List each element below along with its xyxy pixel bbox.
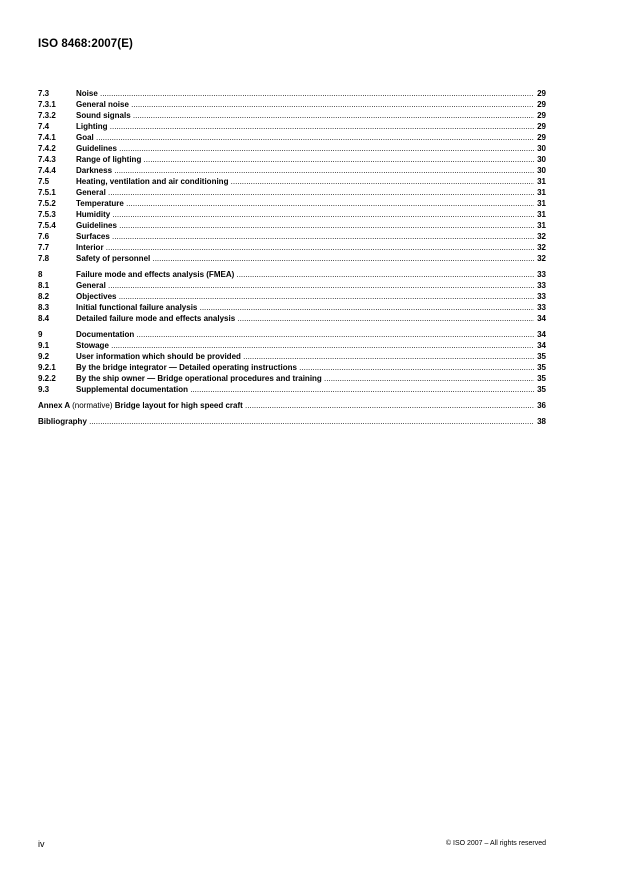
toc-page: 32 — [537, 243, 546, 252]
page-number: iv — [38, 839, 45, 849]
toc-title: Darkness ..... — [76, 165, 534, 176]
toc-number: 7.5.3 — [38, 210, 56, 219]
copyright-notice: © ISO 2007 – All rights reserved — [445, 840, 546, 847]
toc-number: 9.3 — [38, 385, 50, 394]
toc-page: 35 — [537, 374, 546, 383]
toc-number: 7.4.3 — [38, 155, 56, 164]
toc-number: 7.5 — [38, 177, 50, 186]
toc-number: 8.2 — [38, 292, 50, 301]
annex-type: (normative) — [72, 401, 113, 410]
toc-title: Initial functional failure analysis ..... — [76, 302, 534, 313]
toc-title: Objectives ..... — [76, 291, 534, 302]
toc-page: 31 — [537, 188, 546, 197]
toc-entry-9-1[interactable] — [38, 340, 546, 351]
toc-number: 7.4.1 — [38, 133, 56, 142]
toc-title: User information which should be provided ..... — [76, 351, 534, 362]
toc-entry-7-5-4[interactable] — [38, 220, 546, 231]
toc-title: Safety of personnel ..... — [76, 253, 534, 264]
toc-title: Detailed failure mode and effects analysis ..... — [76, 313, 534, 324]
toc-annex-title — [38, 400, 534, 411]
toc-page: 30 — [537, 155, 546, 164]
toc-number: 7.7 — [38, 243, 50, 252]
toc-entry-9-2-2[interactable] — [38, 373, 546, 384]
toc-page: 29 — [537, 122, 546, 131]
toc-title: Bibliography ..... — [38, 416, 534, 427]
toc-entry-7-4-4[interactable] — [38, 165, 546, 176]
toc-number: 8 — [38, 270, 43, 279]
toc-title: Guidelines ..... — [76, 220, 534, 231]
toc-number: 7.5.2 — [38, 199, 56, 208]
toc-title: Supplemental documentation ..... — [76, 384, 534, 395]
toc-entry-7-4-2[interactable] — [38, 143, 546, 154]
toc-entry-9[interactable] — [38, 329, 546, 340]
toc-number: 7.3.2 — [38, 111, 56, 120]
toc-number: 7.4.4 — [38, 166, 56, 175]
toc-page: 34 — [537, 314, 546, 323]
toc-page: 33 — [537, 303, 546, 312]
toc-title: Failure mode and effects analysis (FMEA) ..... — [76, 269, 534, 280]
annex-label: Annex A — [38, 401, 70, 410]
toc-entry-7-3-1[interactable] — [38, 99, 546, 110]
toc-entry-7-4[interactable] — [38, 121, 546, 132]
toc-entry-7-5-2[interactable] — [38, 198, 546, 209]
toc-number: 7.6 — [38, 232, 50, 241]
toc-page: 31 — [537, 199, 546, 208]
toc-page: 35 — [537, 363, 546, 372]
toc-page: 32 — [537, 232, 546, 241]
toc-number: 9.1 — [38, 341, 50, 350]
toc-number: 7.5.1 — [38, 188, 56, 197]
toc-number: 8.4 — [38, 314, 50, 323]
toc-title: Heating, ventilation and air conditioning ..... — [76, 176, 534, 187]
toc-title: Lighting ..... — [76, 121, 534, 132]
toc-title: Humidity ..... — [76, 209, 534, 220]
toc-number: 8.3 — [38, 303, 50, 312]
toc-entry-8-4[interactable] — [38, 313, 546, 324]
toc-entry-8-2[interactable] — [38, 291, 546, 302]
toc-number: 7.5.4 — [38, 221, 56, 230]
toc-page: 34 — [537, 330, 546, 339]
toc-number: 8.1 — [38, 281, 50, 290]
toc-title: Temperature ..... — [76, 198, 534, 209]
toc-title: Surfaces ..... — [76, 231, 534, 242]
toc-entry-9-2[interactable] — [38, 351, 546, 362]
toc-page: 32 — [537, 254, 546, 263]
document-id: ISO 8468:2007(E) — [38, 38, 133, 50]
toc-title: Guidelines ..... — [76, 143, 534, 154]
toc-title: General ..... — [76, 187, 534, 198]
toc-page: 35 — [537, 352, 546, 361]
toc-title: Goal ..... — [76, 132, 534, 143]
toc-title: Documentation ..... — [76, 329, 534, 340]
toc-entry-8[interactable] — [38, 269, 546, 280]
toc-entry-7-4-1[interactable] — [38, 132, 546, 143]
toc-page: 31 — [537, 221, 546, 230]
toc-entry-8-1[interactable] — [38, 280, 546, 291]
toc-page: 29 — [537, 100, 546, 109]
toc-page: 36 — [537, 401, 546, 410]
toc-title: Range of lighting ..... — [76, 154, 534, 165]
toc-title: By the ship owner — Bridge operational procedures and training ..... — [76, 373, 534, 384]
toc-page: 29 — [537, 89, 546, 98]
toc-number: 9.2.2 — [38, 374, 56, 383]
toc-entry-8-3[interactable] — [38, 302, 546, 313]
toc-number: 7.4.2 — [38, 144, 56, 153]
toc-entry-7-3[interactable] — [38, 88, 546, 99]
toc-title: Noise ..... — [76, 88, 534, 99]
toc-number: 9.2.1 — [38, 363, 56, 372]
toc-page: 30 — [537, 166, 546, 175]
toc-entry-7-7[interactable] — [38, 242, 546, 253]
toc-title: General noise ..... — [76, 99, 534, 110]
toc-page: 30 — [537, 144, 546, 153]
toc-entry-7-8[interactable] — [38, 253, 546, 264]
annex-name: Bridge layout for high speed craft — [114, 401, 243, 410]
toc-page: 33 — [537, 292, 546, 301]
toc-page: 31 — [537, 177, 546, 186]
toc-page: 38 — [537, 417, 546, 426]
toc-page: 34 — [537, 341, 546, 350]
toc-number: 7.8 — [38, 254, 50, 263]
toc-title: By the bridge integrator — Detailed operating instructions ..... — [76, 362, 534, 373]
toc-entry-7-5-1[interactable] — [38, 187, 546, 198]
toc-entry-7-5-3[interactable] — [38, 209, 546, 220]
toc-number: 7.4 — [38, 122, 50, 131]
toc-entry-9-2-1[interactable] — [38, 362, 546, 373]
toc-title: Sound signals ..... — [76, 110, 534, 121]
toc-page: 31 — [537, 210, 546, 219]
toc-entry-bibliography[interactable] — [38, 416, 546, 427]
table-of-contents — [38, 88, 546, 427]
toc-page: 33 — [537, 281, 546, 290]
toc-page: 35 — [537, 385, 546, 394]
toc-number: 9 — [38, 330, 43, 339]
toc-title: Interior ..... — [76, 242, 534, 253]
toc-entry-7-5[interactable] — [38, 176, 546, 187]
toc-entry-7-4-3[interactable] — [38, 154, 546, 165]
toc-number: 7.3 — [38, 89, 50, 98]
toc-page: 29 — [537, 133, 546, 142]
toc-title: General ..... — [76, 280, 534, 291]
toc-title: Stowage ..... — [76, 340, 534, 351]
toc-page: 33 — [537, 270, 546, 279]
toc-entry-7-6[interactable] — [38, 231, 546, 242]
toc-page: 29 — [537, 111, 546, 120]
toc-number: 9.2 — [38, 352, 50, 361]
toc-entry-7-3-2[interactable] — [38, 110, 546, 121]
toc-entry-annex-a[interactable] — [38, 400, 546, 411]
toc-entry-9-3[interactable] — [38, 384, 546, 395]
toc-number: 7.3.1 — [38, 100, 56, 109]
